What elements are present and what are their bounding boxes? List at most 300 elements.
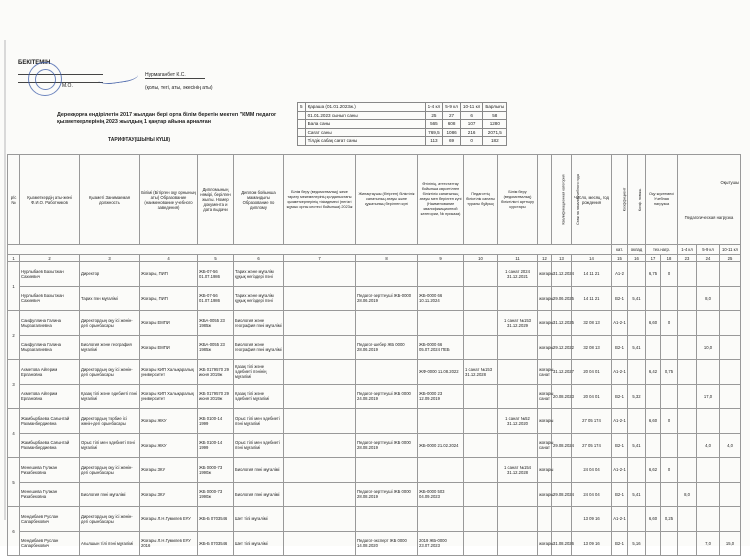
cell-spec: Тарих және мұғалім құқық негіздері пәні xyxy=(234,262,284,287)
stats-value: 6 xyxy=(460,111,482,120)
column-number: 9 xyxy=(418,255,464,262)
stats-header-c2: 5-9 кл xyxy=(443,103,461,112)
cell-edu: Жоғары ЗКУ xyxy=(140,482,198,507)
cell-c10 xyxy=(464,311,498,336)
cell-l3: 4,0 xyxy=(720,433,741,458)
cell-pos: Қазақ тілі және әдебиеті пәні мұғалімі xyxy=(80,384,140,409)
cell-c8: Педагог-эксперт ЖБ 0000 14.08.2020 xyxy=(356,531,418,556)
cell-c17: 6,60 xyxy=(646,409,661,434)
cell-l2: 17,0 xyxy=(697,384,720,409)
cell-c15: A1-2-1 xyxy=(612,409,628,434)
cell-c10 xyxy=(464,409,498,434)
cell-c18: 0,75 xyxy=(661,360,678,385)
cell-c15: A1-2-1 xyxy=(612,458,628,483)
cell-l3 xyxy=(720,482,741,507)
cell-c8 xyxy=(356,262,418,287)
col-header-text: Коэф. повыш. xyxy=(638,187,643,212)
cell-c14: 27 05 174 xyxy=(572,409,612,434)
document-subtitle: ТАРИФТАУ(ШЫНЫ КҮШІ) xyxy=(108,137,171,143)
cell-name: Менешева Гүлжан Ризабековна xyxy=(20,458,80,483)
cell-c8: Педагог-зерттеуші ЖБ 0000 28.08.2019 xyxy=(356,482,418,507)
stats-value: 182 xyxy=(483,137,507,146)
cell-spec: Орыс тілі мен әдебиеті пәні мұғалімі xyxy=(234,409,284,434)
cell-c13 xyxy=(552,409,572,434)
cell-spec: Қазақ тілі және әдебиеті мұғалімі xyxy=(234,384,284,409)
column-number: 1 xyxy=(8,255,20,262)
column-number: 4 xyxy=(140,255,198,262)
cell-spec: Биология пәні мұғалімі xyxy=(234,458,284,483)
cell-l3 xyxy=(720,262,741,287)
column-number: 5 xyxy=(198,255,234,262)
cell-l1 xyxy=(678,311,697,336)
cell-l1 xyxy=(678,409,697,434)
cell-edu: Жоғары КИП Халықаралық университет xyxy=(140,384,198,409)
cell-c16 xyxy=(628,458,646,483)
cell-pos: Ағылшын тілі пәні мұғалімі xyxy=(80,531,140,556)
cell-spec: Шет тілі мұғалімі xyxy=(234,507,284,532)
cell-c16 xyxy=(628,360,646,385)
stats-value: 69 xyxy=(443,137,461,146)
cell-l3 xyxy=(720,311,741,336)
cell-c11: 1 санат №52 31.12.2020 xyxy=(498,409,538,434)
column-number: 18 xyxy=(661,255,678,262)
stats-value: 769,5 xyxy=(425,128,443,137)
cell-l3 xyxy=(720,507,741,532)
cell-c11 xyxy=(498,482,538,507)
cell-dip: ЖБ-07-56 01.07.1986 xyxy=(198,262,234,287)
cell-c10 xyxy=(464,531,498,556)
summary-stats-table xyxy=(297,102,507,146)
cell-l2 xyxy=(697,458,720,483)
cell-c9: ЖБ-0000 503 04.09.2023 xyxy=(418,482,464,507)
stats-value: 25 xyxy=(425,111,443,120)
cell-c9 xyxy=(418,458,464,483)
cell-c14: 20 04 01 xyxy=(572,384,612,409)
cell-c16 xyxy=(628,507,646,532)
cell-name: Мендибаев Руслан Сапарбекович xyxy=(20,531,80,556)
cell-l1 xyxy=(678,335,697,360)
cell-c15: B2-1 xyxy=(612,286,628,311)
cell-c17: 6,60 xyxy=(646,311,661,336)
cell-c17: 6,75 xyxy=(646,262,661,287)
cell-l2 xyxy=(697,409,720,434)
cell-dip: ЖБ 0100-14 1999 xyxy=(198,433,234,458)
cell-pos: Директор xyxy=(80,262,140,287)
cell-c7 xyxy=(284,384,356,409)
cell-spec: Биология және география пәні мұғалімі xyxy=(234,311,284,336)
column-number: 11 xyxy=(498,255,538,262)
cell-c18 xyxy=(661,384,678,409)
cell-pos: Биология және география мұғалімі xyxy=(80,335,140,360)
staff-tariff-table xyxy=(7,154,741,556)
stats-header-c3: 10-11 кл xyxy=(460,103,482,112)
cell-dip: ЖБ 0179570 29 июня 2019ж xyxy=(198,360,234,385)
cell-c14: 14 11 21 xyxy=(572,262,612,287)
cell-c17 xyxy=(646,482,661,507)
group-number: 3 xyxy=(8,360,20,409)
cell-c14: 32 08 13 xyxy=(572,311,612,336)
cell-l3 xyxy=(720,384,741,409)
cell-l1 xyxy=(678,286,697,311)
cell-l1 xyxy=(678,507,697,532)
col-header-pedload xyxy=(678,155,741,245)
cell-dip: ЖБ-Б 0703546 xyxy=(198,507,234,532)
cell-l2 xyxy=(697,311,720,336)
stats-value: 608 xyxy=(443,120,461,129)
cell-c11: 1 санат №153 31.12.2029 xyxy=(498,311,538,336)
stats-row xyxy=(298,120,507,129)
stats-header-row xyxy=(298,103,507,112)
cell-l1 xyxy=(678,458,697,483)
cell-pos: Директордың оқу ісі жөнін-дегі орынбасары xyxy=(80,360,140,385)
cell-l2: 4,0 xyxy=(697,433,720,458)
cell-c17: 6,62 xyxy=(646,458,661,483)
cell-c12: жоғары xyxy=(538,409,552,434)
stats-value: 565 xyxy=(425,120,443,129)
cell-edu: Жоғары ЕМПИ xyxy=(140,311,198,336)
stats-value: 216 xyxy=(460,128,482,137)
col-header-vertical xyxy=(538,155,566,245)
round-seal-stamp xyxy=(28,62,62,96)
table-header-row xyxy=(8,155,741,245)
group-number: 4 xyxy=(8,409,20,458)
cell-c17 xyxy=(646,531,661,556)
cell-l1: 8,0 xyxy=(678,482,697,507)
cell-pos: Директордың тәрбие ісі жөнін-дегі орынбасары xyxy=(80,409,140,434)
stats-header-c1: 1-4 кл xyxy=(425,103,443,112)
column-number-row xyxy=(8,255,741,262)
cell-l3: 15,0 xyxy=(720,531,741,556)
stats-value: 2071,5 xyxy=(483,128,507,137)
cell-c13 xyxy=(552,458,572,483)
stats-label: Тілдік сабақ сағат саны xyxy=(305,137,425,146)
cell-c12: жоғары санат xyxy=(538,360,552,385)
table-row xyxy=(8,360,741,385)
cell-l1 xyxy=(678,360,697,385)
cell-edu: Жоғары ЖКУ xyxy=(140,433,198,458)
cell-pos: Директордың оқу ісі жөнін-дегі орынбасары xyxy=(80,311,140,336)
cell-c10 xyxy=(464,262,498,287)
cell-c7 xyxy=(284,262,356,287)
cell-l1 xyxy=(678,384,697,409)
cell-pos: Биология пәні мұғалімі xyxy=(80,482,140,507)
cell-c7 xyxy=(284,531,356,556)
cell-c10 xyxy=(464,433,498,458)
cell-c7 xyxy=(284,335,356,360)
cell-l3 xyxy=(720,335,741,360)
cell-c11 xyxy=(498,531,538,556)
cell-l2 xyxy=(697,482,720,507)
cell-c7 xyxy=(284,311,356,336)
cell-c9 xyxy=(418,311,464,336)
cell-c10 xyxy=(464,335,498,360)
cell-c11 xyxy=(498,286,538,311)
cell-c16 xyxy=(628,262,646,287)
cell-name: Нурлыбаев Бахытжан Сахиевич xyxy=(20,262,80,287)
column-number: 25 xyxy=(720,255,741,262)
cell-c9: ЖБ-0000 23 12.09.2019 xyxy=(418,384,464,409)
col-header-text: Коэффициент xyxy=(622,187,627,212)
cell-l3 xyxy=(720,360,741,385)
cell-c16: 5,41 xyxy=(628,286,646,311)
cell-c10: 1 санат №153 31.12.2028 xyxy=(464,360,498,385)
cell-dip: ЖБ-Б 0703546 xyxy=(198,531,234,556)
column-number: 16 xyxy=(628,255,646,262)
cell-c15: B2-1 xyxy=(612,531,628,556)
cell-edu: Жоғары Л.Н.Гумилев ЕҰУ xyxy=(140,507,198,532)
cell-l2: 7,0 xyxy=(697,531,720,556)
cell-spec: Биология пәні мұғалімі xyxy=(234,482,284,507)
cell-c18: 0 xyxy=(661,311,678,336)
group-number: 6 xyxy=(8,507,20,556)
stats-value: 113 xyxy=(425,137,443,146)
cell-c11: 1 санат 2024 31.12.2021 xyxy=(498,262,538,287)
cell-c16: 5,16 xyxy=(628,531,646,556)
cell-c12: жоғары xyxy=(538,311,552,336)
cell-c7 xyxy=(284,482,356,507)
cell-c13: 31.08.2026 xyxy=(552,531,572,556)
sub-header: оклад xyxy=(628,245,646,255)
col-header-text: Стаж на начало учебного года xyxy=(575,174,580,225)
col-header: Диплом бойынша мамандығы Образование по диплому xyxy=(234,155,284,245)
stats-row xyxy=(298,137,507,146)
cell-c13: 29.08.2024 xyxy=(552,433,572,458)
cell-c14: 32 08 13 xyxy=(572,335,612,360)
cell-c7 xyxy=(284,507,356,532)
cell-c9 xyxy=(418,507,464,532)
cell-c15: A1-2-1 xyxy=(612,507,628,532)
stats-rownum: 5 xyxy=(298,103,306,112)
cell-c16 xyxy=(628,409,646,434)
cell-c18 xyxy=(661,335,678,360)
cell-l2 xyxy=(697,262,720,287)
cell-spec: Тарих және мұғалім құқық негіздері пәні xyxy=(234,286,284,311)
column-number: 24 xyxy=(697,255,720,262)
col-header: Число, месяц, год рождения xyxy=(572,155,612,245)
col-header: Білім беру (ведомствалық) біліктілікті арттыру курстары xyxy=(498,155,538,245)
cell-l3 xyxy=(720,286,741,311)
column-number: 2 xyxy=(20,255,80,262)
cell-pos: Директордың оқу ісі жөнін-дегі орынбасары xyxy=(80,458,140,483)
column-number: 13 xyxy=(552,255,572,262)
col-header: Білім беру (ведомствалық) жеке тарату мекемелерінің қолданыстағы қызметкерлерінің тізімдемесі (негізгі жұмыс орны кестесі бойынша) 2023ж xyxy=(284,155,356,245)
col-header-text: Квалификационная категория xyxy=(561,174,566,225)
col-header-vertical xyxy=(612,155,628,245)
cell-l1 xyxy=(678,262,697,287)
table-row xyxy=(8,507,741,532)
cell-c7 xyxy=(284,360,356,385)
cell-c11 xyxy=(498,507,538,532)
cell-c8 xyxy=(356,409,418,434)
cell-c9: ЖБ-0000 66 05.07.2024 ПЕБ xyxy=(418,335,464,360)
cell-dip: ЖБА-0055 23 1985ж xyxy=(198,335,234,360)
col-header: Қызметкердің аты-жөні Ф.И.О. Работников xyxy=(20,155,80,245)
cell-c15: B2-1 xyxy=(612,482,628,507)
sub-header: 10-11 кл xyxy=(720,245,741,255)
cell-c16: 5,41 xyxy=(628,433,646,458)
cell-c18 xyxy=(661,286,678,311)
cell-c8 xyxy=(356,507,418,532)
col-header: Педагогическая нагрузка xyxy=(684,214,734,220)
cell-c8 xyxy=(356,311,418,336)
cell-c8: Педагог-зерттеуші ЖБ-0000 28.06.2019 xyxy=(356,286,418,311)
cell-c13: 31.12.2027 xyxy=(552,360,572,385)
stats-row xyxy=(298,128,507,137)
cell-pos: Тарих пән мұғалімі xyxy=(80,286,140,311)
cell-c12: жоғары xyxy=(538,286,552,311)
cell-name: Ахметова Айгерим Ерлановна xyxy=(20,384,80,409)
cell-c17 xyxy=(646,335,661,360)
column-number: 17 xyxy=(646,255,661,262)
cell-edu: Жоғары КИП Халықаралық университет xyxy=(140,360,198,385)
cell-edu: Жоғары Л.Н.Гумилев ЕҰУ 2016 xyxy=(140,531,198,556)
col-header: Қызметі Занимаемая должность xyxy=(80,155,140,245)
cell-name: Мендибаев Руслан Сапарбекович xyxy=(20,507,80,532)
cell-pos: Орыс тілі мен әдебиеті пәні мұғалімі xyxy=(80,433,140,458)
cell-c15: B2-1 xyxy=(612,433,628,458)
cell-spec: Шет тілі мұғалімі xyxy=(234,531,284,556)
table-subheader-row xyxy=(8,245,741,255)
cell-l2: 10,0 xyxy=(697,335,720,360)
cell-c13 xyxy=(552,507,572,532)
cell-c12: жоғары санат xyxy=(538,433,552,458)
table-row xyxy=(8,409,741,434)
cell-spec: Қазақ тілі және әдебиеті пәнінің мұғалімі xyxy=(234,360,284,385)
signer-block xyxy=(145,72,213,91)
cell-name: Нурлыбаев Бахытжан Сахиевич xyxy=(20,286,80,311)
cell-c8: Педагог-зерттеуші ЖБ 0000 28.08.2019 xyxy=(356,433,418,458)
cell-l1 xyxy=(678,433,697,458)
cell-c16: 5,32 xyxy=(628,384,646,409)
col-header-vertical xyxy=(628,155,646,245)
cell-c9: ЖБ-0000 21.02.2024 xyxy=(418,433,464,458)
table-row xyxy=(8,335,741,360)
cell-c8: Педагог-шебер ЖБ 0000 28.06.2019 xyxy=(356,335,418,360)
cell-c17 xyxy=(646,384,661,409)
cell-c8 xyxy=(356,458,418,483)
cell-c18: 0 xyxy=(661,409,678,434)
cell-l2 xyxy=(697,360,720,385)
cell-edu: Жоғары ЗКУ xyxy=(140,458,198,483)
stats-label: Сағат саны xyxy=(305,128,425,137)
stats-value: 0 xyxy=(460,137,482,146)
column-number: 23 xyxy=(678,255,697,262)
cell-c12: жоғары xyxy=(538,335,552,360)
cell-c10 xyxy=(464,458,498,483)
cell-c8: Педагог-зерттеуші ЖБ 0000 24.08.2019 xyxy=(356,384,418,409)
cell-c14: 14 11 21 xyxy=(572,286,612,311)
approval-place: М.О. xyxy=(62,83,73,89)
column-number: 12 xyxy=(538,255,552,262)
cell-l2: 8,0 xyxy=(697,286,720,311)
cell-c10 xyxy=(464,507,498,532)
column-number: 10 xyxy=(464,255,498,262)
cell-c9 xyxy=(418,409,464,434)
cell-c12 xyxy=(538,507,552,532)
cell-c16: 5,41 xyxy=(628,335,646,360)
stats-row xyxy=(298,111,507,120)
cell-dip: ЖБ 0000-73 1990ж xyxy=(198,482,234,507)
cell-c10 xyxy=(464,384,498,409)
col-header: Өтілінің, аттестаттау бойынша көрсетілген біліктілік санатының атауы мен берілген күні (Наименование квалификационной категории, № приказа) xyxy=(418,155,464,245)
cell-dip: ЖБ-07-56 01.07.1986 xyxy=(198,286,234,311)
cell-c14: 24 04 04 xyxy=(572,458,612,483)
cell-c18: 0 xyxy=(661,458,678,483)
stats-value: 27 xyxy=(443,111,461,120)
col-header: Дипломының нөмірі, берілген жылы. Номер документа и дата выдачи xyxy=(198,155,234,245)
cell-c7 xyxy=(284,409,356,434)
cell-c17: 6,60 xyxy=(646,507,661,532)
stats-label: Бала саны xyxy=(305,120,425,129)
cell-c7 xyxy=(284,458,356,483)
cell-c18 xyxy=(661,433,678,458)
cell-c16 xyxy=(628,311,646,336)
cell-c15: A1-2-1 xyxy=(612,311,628,336)
cell-c17 xyxy=(646,286,661,311)
sub-header: 1-4 кл xyxy=(678,245,697,255)
col-header: Педагогтің біліктілік санаты туралы бұйрық xyxy=(464,155,498,245)
cell-c15: B2-1 xyxy=(612,335,628,360)
cell-c11 xyxy=(498,384,538,409)
cell-c17: 6,42 xyxy=(646,360,661,385)
cell-c13: 29.06.2025 xyxy=(552,286,572,311)
cell-dip: ЖБ 0100-14 1999 xyxy=(198,409,234,434)
stats-header-total: Барлығы xyxy=(483,103,507,112)
cell-c12: жоғары xyxy=(538,262,552,287)
column-number: 7 xyxy=(284,255,356,262)
col-header: Оқу жүктемесі Учебная нагрузка xyxy=(646,155,678,245)
stats-value: 1280 xyxy=(483,120,507,129)
cell-c11: 1 санат №154 31.12.2028 xyxy=(498,458,538,483)
col-header-top-right: Оқытушы xyxy=(720,179,739,185)
cell-name: Ахметова Айгерим Ерлановна xyxy=(20,360,80,385)
stats-header-label: Қараша (01.01.2023ж.) xyxy=(305,103,425,112)
cell-name: Саифуллина Галина Мырзагалиевна xyxy=(20,311,80,336)
table-row xyxy=(8,433,741,458)
cell-name: Жамбырбаева Сағынтай Рахманбердиевна xyxy=(20,409,80,434)
cell-c18: 0,25 xyxy=(661,507,678,532)
cell-dip: ЖБ 0000-73 1990ж xyxy=(198,458,234,483)
cell-c9: ЖФ-0000 11.08.2022 xyxy=(418,360,464,385)
cell-spec: Орыс тілі мен әдебиеті пәні мұғалімі xyxy=(234,433,284,458)
cell-edu: Жоғары, ПИП xyxy=(140,262,198,287)
signature-mark xyxy=(97,67,138,85)
cell-l3 xyxy=(720,409,741,434)
column-number: 14 xyxy=(572,255,612,262)
table-row xyxy=(8,384,741,409)
cell-c9: 2019 ЖБ-0000 23.07.2023 xyxy=(418,531,464,556)
cell-dip: ЖБА-0055 23 1985ж xyxy=(198,311,234,336)
cell-edu: Жоғары ЕМПИ xyxy=(140,335,198,360)
column-number: 3 xyxy=(80,255,140,262)
cell-c7 xyxy=(284,433,356,458)
cell-name: Менешева Гүлжан Ризабековна xyxy=(20,482,80,507)
sub-header: тех.нагр. xyxy=(646,245,678,255)
cell-c14: 20 04 01 xyxy=(572,360,612,385)
stats-value: 58 xyxy=(483,111,507,120)
column-number: 15 xyxy=(612,255,628,262)
cell-l2 xyxy=(697,507,720,532)
cell-pos: Директордың оқу ісі жөнін-дегі орынбасары xyxy=(80,507,140,532)
cell-l3 xyxy=(720,458,741,483)
cell-edu: Жоғары ЖКУ xyxy=(140,409,198,434)
cell-c17 xyxy=(646,433,661,458)
cell-c11 xyxy=(498,360,538,385)
cell-c11 xyxy=(498,335,538,360)
cell-c13: 31.12.2025 xyxy=(552,311,572,336)
binding-edge xyxy=(4,40,6,520)
table-row xyxy=(8,311,741,336)
